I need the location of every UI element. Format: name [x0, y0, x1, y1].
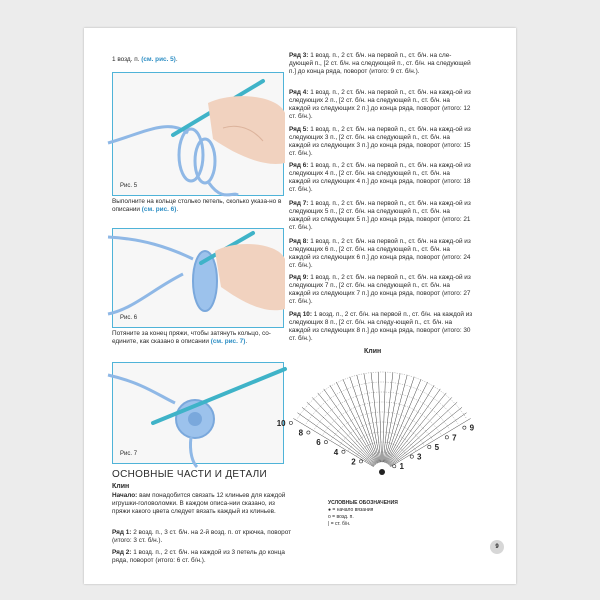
row-number-6: 6 — [316, 438, 321, 448]
stitch-line — [389, 402, 457, 465]
start-paragraph: Начало: вам понадобится связать 12 клиньев для каждой игрушки-головоломки. В каждом описа-нии сказано, из пряжи какого цвета следует вязать каждый из клиньев. — [112, 492, 286, 516]
row-8-paragraph: Ряд 8: 1 возд. п., 2 ст. б/н. на первой п., ст. б/н. на кажд-ой из следующих 6 п., [2 ст. б/н. на следующей п., ст. б/н. на каждой из следующих 6 п.] до конца ряда, поворот (итого: 24 ст. б/н.). — [289, 238, 471, 270]
stitch-line — [384, 373, 400, 462]
row-arc — [314, 392, 449, 429]
figure-7-caption: Рис. 7 — [120, 451, 138, 457]
row-7-paragraph: Ряд 7: 1 возд. п., 2 ст. б/н. на первой п., ст. б/н. на кажд-ой из следующих 5 п., [2 ст. б/н. на следующей п., ст. б/н. на каждой из следующих 5 п.] до конца ряда, поворот (итого: 21 ст. б/н.). — [289, 200, 471, 232]
row-5-paragraph: Ряд 5: 1 возд. п., 2 ст. б/н. на первой п., ст. б/н. на кажд-ой из следующих 3 п., [2 ст. б/н. на следующей п., ст. б/н. на каждой из следующих 3 п.] до конца ряда, поворот (итого: 15 ст. б/н.). — [289, 126, 471, 158]
figure-7-photo — [112, 362, 284, 464]
chart-title: Клин — [364, 348, 382, 355]
stitch-line — [382, 372, 385, 462]
legend-item: o = возд. п. — [328, 514, 354, 520]
row-1-paragraph: Ряд 1: 2 возд. п., 3 ст. б/н. на 2-й возд. п. от крючка, поворот (итого: 3 ст. б/н.). — [112, 529, 292, 545]
chain-stitch — [463, 426, 466, 429]
stitch-line — [386, 382, 427, 463]
chain-stitch — [307, 431, 310, 434]
row-4-paragraph: Ряд 4: 1 возд. п., 2 ст. б/н. на первой п., ст. б/н. на кажд-ой из следующих 2 п., [2 ст. б/н. на следующей п., ст. б/н. на каждой из следующих 2 п.] до конца ряда, поворот (итого: 12 ст. б/н.). — [289, 89, 471, 121]
chain-stitch — [410, 455, 413, 458]
row-number-4: 4 — [333, 447, 339, 457]
row-number-1: 1 — [399, 462, 404, 472]
chain-stitch — [289, 421, 292, 424]
stitch-line — [378, 372, 381, 462]
row-9-paragraph: Ряд 9: 1 возд. п., 2 ст. б/н. на первой п., ст. б/н. на кажд-ой из следующих 7 п., [2 ст. б/н. на следующей п., ст. б/н. на каждой из следующих 7 п.] до конца ряда, поворот (итого: 27 ст. б/н.). — [289, 274, 471, 306]
legend-title: УСЛОВНЫЕ ОБОЗНАЧЕНИЯ — [328, 500, 398, 506]
row-3-paragraph: Ряд 3: 1 возд. п., 2 ст. б/н. на первой п., ст. б/н. на сле-дующей п., [2 ст. б/н. на следующей п., ст. б/н. на следующей п.] до конца ряда, поворот (итого: 9 ст. б/н.). — [289, 52, 471, 76]
row-10-paragraph: Ряд 10: 1 возд. п., 2 ст. б/н. на первой п., ст. б/н. на каждой из следующих 8 п., [2 ст. б/н. на следу-ющей п., ст. б/н. на каждой из следующих 8 п.] до конца ряда, поворот (итого: 30 ст. б/н.). — [289, 311, 473, 343]
row-6-paragraph: Ряд 6: 1 возд. п., 2 ст. б/н. на первой п., ст. б/н. на кажд-ой из следующих 4 п., [2 ст. б/н. на следующей п., ст. б/н. на каждой из следующих 4 п.] до конца ряда, поворот (итого: 18 ст. б/н.). — [289, 162, 471, 194]
legend-item: | = ст. б/н. — [328, 521, 351, 527]
paragraph-2: Выполните на кольце столько петель, сколько указа-но в описании (см. рис. 6). — [112, 198, 282, 214]
row-arc — [323, 402, 441, 434]
section-heading: ОСНОВНЫЕ ЧАСТИ И ДЕТАЛИ — [112, 469, 267, 480]
row-arc — [340, 422, 424, 445]
row-number-10: 10 — [276, 418, 286, 428]
row-number-8: 8 — [298, 428, 304, 438]
stitch-line — [312, 397, 375, 467]
row-arc — [348, 432, 416, 451]
row-2-paragraph: Ряд 2: 1 возд. п., 2 ст. б/н. на каждой из 3 петель до конца ряда, поворот (итого: 6 ст. б/н.). — [112, 549, 285, 565]
fig6-reference: (см. рис. 6) — [141, 206, 177, 214]
fig7-reference: (см. рис. 7) — [210, 338, 246, 346]
row-arc — [306, 382, 458, 424]
chain-stitch — [393, 465, 396, 468]
chain-stitch — [445, 436, 448, 439]
row-arc — [357, 442, 408, 456]
legend-item: ● = начало вязания — [328, 507, 374, 513]
stitch-line — [364, 373, 380, 462]
chain-stitch — [324, 441, 327, 444]
row-arc — [374, 462, 391, 467]
page-number: 9 — [490, 540, 504, 554]
row-number-9: 9 — [469, 423, 475, 433]
row-arc — [298, 372, 467, 418]
chain-stitch — [428, 445, 431, 448]
figure-6-photo — [112, 228, 284, 328]
stitch-line — [307, 402, 375, 465]
section-subheading: Клин — [112, 483, 130, 490]
figure-5-caption: Рис. 5 — [120, 183, 138, 189]
figure-6-caption: Рис. 6 — [120, 315, 138, 321]
row-arc — [365, 452, 399, 461]
chain-stitch — [342, 450, 345, 453]
row-number-3: 3 — [417, 452, 422, 462]
stitch-line — [302, 407, 374, 465]
start-dot — [379, 469, 385, 475]
row-number-7: 7 — [452, 433, 457, 443]
intro-paragraph: 1 возд. п. (см. рис. 5). — [112, 56, 178, 63]
chart-diagram — [276, 358, 475, 483]
book-page — [84, 28, 516, 584]
row-number-2: 2 — [351, 457, 356, 467]
row-arc — [331, 412, 432, 440]
paragraph-3: Потяните за конец пряжи, чтобы затянуть кольцо, со-едините, как сказано в описании (см. рис. 7). — [112, 330, 271, 346]
row-number-5: 5 — [434, 442, 440, 452]
figure-5-photo — [112, 72, 284, 196]
crochet-chart — [276, 348, 475, 498]
chain-stitch — [359, 460, 362, 463]
chart-legend — [328, 500, 398, 528]
fig5-reference: (см. рис. 5) — [141, 56, 176, 63]
intro-text: 1 возд. п. — [112, 56, 142, 63]
